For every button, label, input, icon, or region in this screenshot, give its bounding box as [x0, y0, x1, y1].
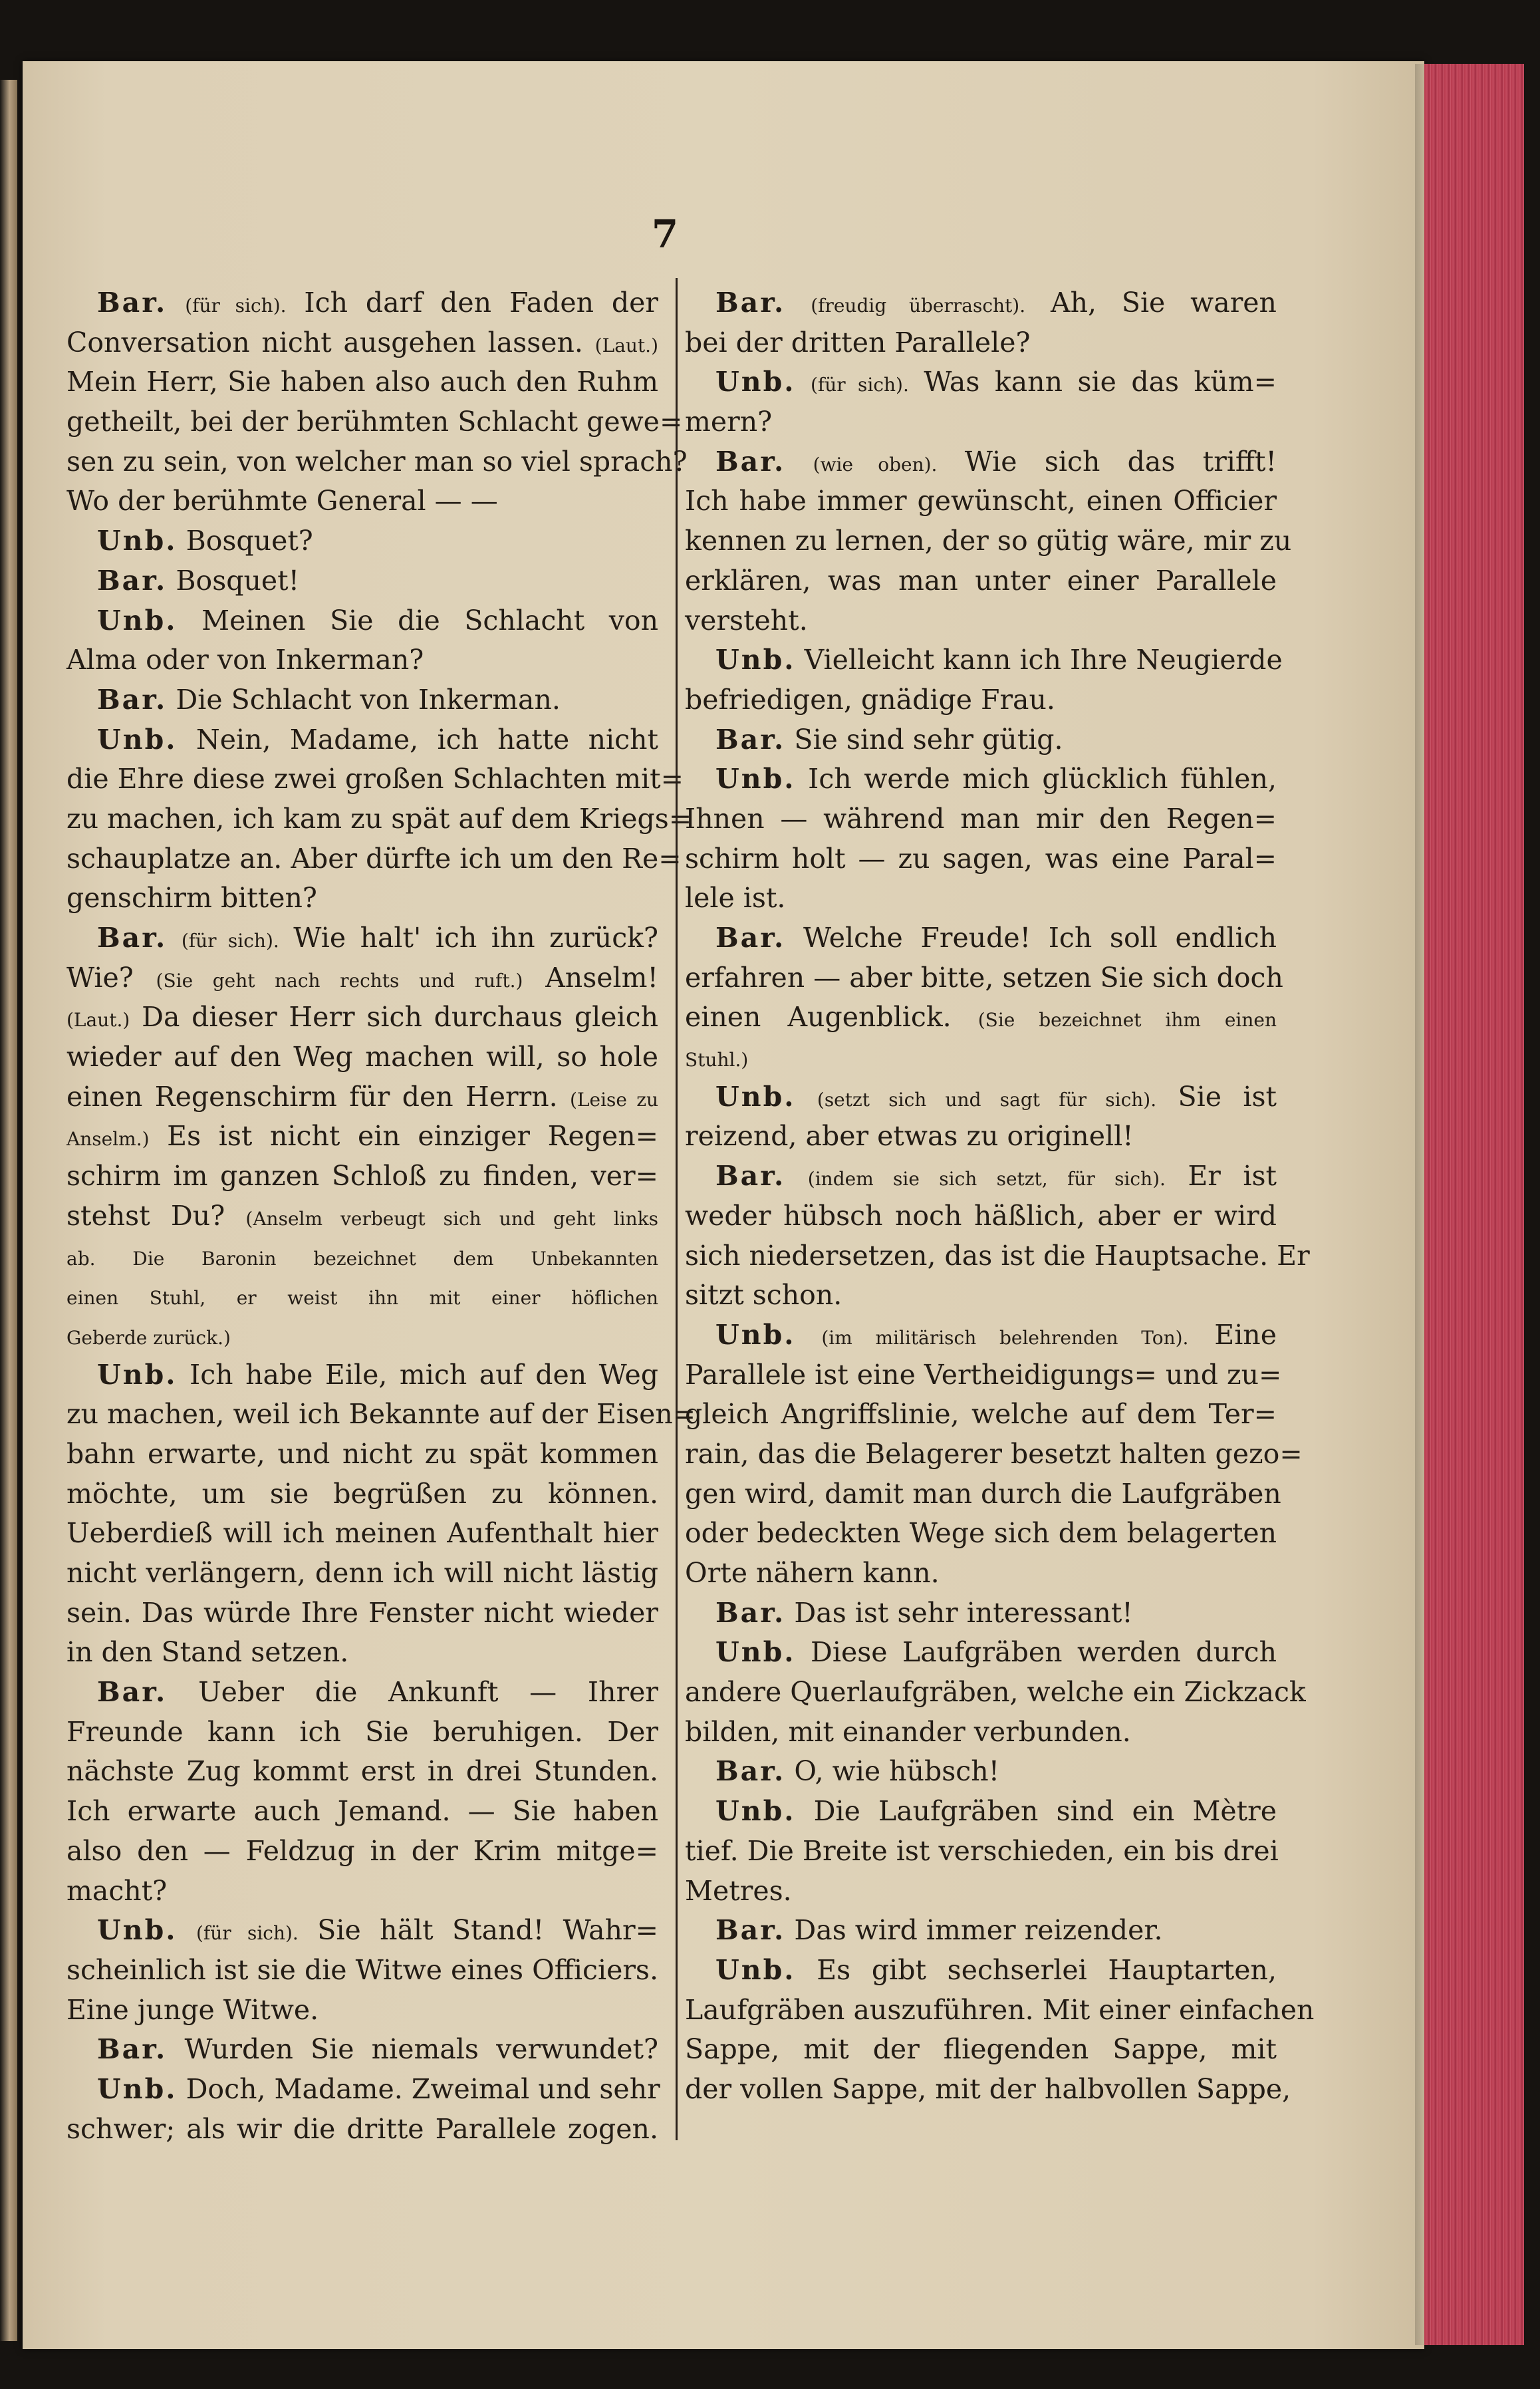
dialogue-text: stehst Du?	[66, 1199, 225, 1232]
dialogue-text: Alma oder von Inkerman?	[66, 644, 424, 676]
text-line	[66, 760, 684, 799]
speaker-name: Bar.	[715, 287, 786, 319]
stage-direction: (für sich).	[185, 295, 287, 317]
text-line	[685, 1236, 1310, 1276]
dialogue-text: Ueber die Ankunft — Ihrer	[198, 1676, 658, 1709]
stage-direction: einen Stuhl, er weist ihn mit einer höflichen	[66, 1287, 658, 1310]
speaker-name: Bar.	[715, 1596, 786, 1629]
speaker-name: Bar.	[715, 1755, 786, 1788]
stage-direction: (indem sie sich setzt, für sich).	[807, 1168, 1166, 1191]
text-line	[66, 1951, 658, 1991]
dialogue-text: Metres.	[685, 1874, 792, 1907]
dialogue-text: Wie?	[66, 961, 134, 994]
dialogue-text: nächste Zug kommt erst in drei Stunden.	[66, 1755, 658, 1788]
dialogue-text: Doch, Madame. Zweimal und sehr	[186, 2072, 660, 2105]
text-line	[66, 521, 658, 561]
text-line	[66, 1594, 658, 1633]
text-line	[66, 482, 658, 521]
text-line	[685, 402, 1277, 442]
dialogue-text: schwer; als wir die dritte Parallele zogen.	[66, 2112, 658, 2145]
text-line	[66, 1395, 696, 1435]
speaker-name: Unb.	[97, 723, 178, 756]
text-line	[685, 1872, 1277, 1911]
text-line	[685, 2070, 1291, 2110]
text-line	[685, 1911, 1277, 1951]
dialogue-text: Parallele ist eine Vertheidigungs= und zu=	[685, 1358, 1282, 1391]
dialogue-text: Das ist sehr interessant!	[794, 1596, 1133, 1629]
text-line	[685, 362, 1277, 402]
dialogue-text: Anselm!	[545, 961, 658, 994]
dialogue-text: tief. Die Breite ist verschieden, ein bis drei	[685, 1834, 1279, 1867]
text-line	[685, 323, 1277, 363]
dialogue-text: die Ehre diese zwei großen Schlachten mit=	[66, 763, 684, 795]
dialogue-text: Nein, Madame, ich hatte nicht	[195, 723, 658, 756]
speaker-name: Unb.	[715, 366, 796, 398]
speaker-name: Unb.	[97, 604, 178, 636]
text-line	[66, 2070, 658, 2110]
text-line	[66, 1435, 658, 1475]
text-line	[66, 680, 658, 720]
text-line	[66, 1713, 658, 1753]
dialogue-text: Sie sind sehr gütig.	[794, 723, 1063, 756]
dialogue-text: Ihnen — während man mir den Regen=	[685, 802, 1277, 835]
text-line	[685, 1792, 1277, 1832]
stage-direction: ab. Die Baronin bezeichnet dem Unbekannten	[66, 1247, 658, 1270]
dialogue-text: andere Querlaufgräben, welche ein Zickzack	[685, 1676, 1306, 1709]
text-line	[66, 402, 683, 442]
left-column	[66, 283, 696, 2149]
text-line	[685, 601, 1277, 641]
text-line	[685, 1276, 1277, 1316]
dialogue-text: erklären, was man unter einer Parallele	[685, 564, 1277, 597]
text-line	[685, 1713, 1277, 1753]
dialogue-text: Wo der berühmte General — —	[66, 485, 498, 517]
speaker-name: Bar.	[97, 564, 168, 597]
text-line	[66, 323, 658, 363]
text-line	[66, 283, 658, 323]
dialogue-text: Mein Herr, Sie haben also auch den Ruhm	[66, 366, 658, 398]
dialogue-text: Es ist nicht ein einziger Regen=	[167, 1120, 658, 1153]
text-line	[66, 1236, 658, 1276]
dialogue-text: Eine	[1214, 1318, 1277, 1351]
dialogue-text: Was kann sie das küm=	[924, 366, 1277, 398]
dialogue-text: einen Augenblick.	[685, 1001, 952, 1034]
dialogue-text: also den — Feldzug in der Krim mitge=	[66, 1834, 658, 1867]
dialogue-text: Wie halt' ich ihn zurück?	[293, 922, 658, 954]
dialogue-text: Bosquet?	[186, 525, 313, 557]
dialogue-text: schirm holt — zu sagen, was eine Paral=	[685, 842, 1277, 875]
speaker-name: Bar.	[715, 723, 786, 756]
text-line	[66, 1514, 658, 1554]
text-line	[66, 601, 658, 641]
dialogue-text: Sie ist	[1178, 1080, 1277, 1113]
stage-direction: (wie oben).	[813, 453, 938, 476]
text-line	[685, 1196, 1277, 1236]
text-line	[685, 1554, 1277, 1594]
dialogue-text: getheilt, bei der berühmten Schlacht gewe=	[66, 406, 683, 438]
text-line	[66, 1038, 658, 1077]
stage-direction: (im militärisch belehrenden Ton).	[821, 1326, 1189, 1349]
text-line	[66, 1316, 658, 1355]
dialogue-text: nicht verlängern, denn ich will nicht lästig	[66, 1557, 658, 1589]
dialogue-text: macht?	[66, 1874, 168, 1907]
dialogue-text: sitzt schon.	[685, 1279, 842, 1312]
text-line	[66, 1792, 658, 1832]
text-line	[66, 1077, 658, 1117]
speaker-name: Bar.	[97, 287, 168, 319]
dialogue-text: weder hübsch noch häßlich, aber er wird	[685, 1199, 1277, 1232]
speaker-name: Unb.	[715, 1795, 796, 1828]
text-line	[66, 958, 658, 998]
text-line	[685, 1514, 1277, 1554]
stage-direction: Geberde zurück.)	[66, 1326, 231, 1349]
dialogue-text: Ah, Sie waren	[1050, 287, 1277, 319]
text-line	[66, 720, 658, 760]
text-line	[66, 1117, 658, 1157]
text-line	[66, 442, 688, 482]
dialogue-text: gleich Angriffslinie, welche auf dem Ter=	[685, 1398, 1277, 1431]
dialogue-text: Das wird immer reizender.	[794, 1914, 1163, 1947]
dialogue-text: scheinlich ist sie die Witwe eines Officiers.	[66, 1953, 658, 1986]
adjacent-page-edge	[0, 80, 17, 2341]
dialogue-text: Ich habe Eile, mich auf den Weg	[190, 1358, 658, 1391]
text-line	[685, 680, 1277, 720]
text-line	[685, 640, 1283, 680]
speaker-name: Bar.	[97, 2033, 168, 2066]
text-line	[66, 1355, 658, 1395]
speaker-name: Unb.	[97, 525, 178, 557]
text-line	[66, 640, 658, 680]
text-line	[66, 1276, 658, 1316]
text-line	[685, 958, 1283, 998]
dialogue-text: bilden, mit einander verbunden.	[685, 1715, 1131, 1748]
dialogue-text: bahn erwarte, und nicht zu spät kommen	[66, 1437, 658, 1470]
text-line	[685, 283, 1277, 323]
stage-direction: (Sie geht nach rechts und ruft.)	[156, 969, 523, 992]
text-line	[685, 1355, 1282, 1395]
dialogue-text: Bosquet!	[176, 564, 300, 597]
text-line	[685, 521, 1292, 561]
stage-direction: (für sich).	[181, 930, 279, 952]
text-line	[66, 1196, 658, 1236]
text-line	[685, 482, 1277, 521]
speaker-name: Unb.	[97, 2072, 178, 2105]
stage-direction: Anselm.)	[66, 1128, 150, 1151]
text-line	[66, 2030, 658, 2070]
dialogue-text: Diese Laufgräben werden durch	[811, 1636, 1277, 1669]
dialogue-text: sich niedersetzen, das ist die Hauptsache. Er	[685, 1239, 1310, 1272]
text-line	[66, 1752, 658, 1792]
dialogue-text: Meinen Sie die Schlacht von	[201, 604, 658, 636]
dialogue-text: versteht.	[685, 604, 808, 636]
dialogue-text: schirm im ganzen Schloß zu finden, ver=	[66, 1160, 658, 1193]
text-line	[685, 442, 1277, 482]
dialogue-text: Wurden Sie niemals verwundet?	[184, 2033, 658, 2066]
dialogue-text: sein. Das würde Ihre Fenster nicht wieder	[66, 1596, 658, 1629]
dialogue-text: Es gibt sechserlei Hauptarten,	[817, 1953, 1277, 1986]
text-line	[66, 1872, 658, 1911]
text-line	[685, 1077, 1277, 1117]
speaker-name: Bar.	[97, 922, 168, 954]
text-line	[685, 760, 1277, 799]
dialogue-text: Orte nähern kann.	[685, 1557, 940, 1589]
text-line	[66, 1633, 658, 1673]
dialogue-text: Freunde kann ich Sie beruhigen. Der	[66, 1715, 658, 1748]
dialogue-text: mern?	[685, 406, 773, 438]
column-divider	[676, 278, 678, 2140]
speaker-name: Bar.	[97, 1676, 168, 1709]
speaker-name: Unb.	[715, 1636, 796, 1669]
dialogue-text: Ich erwarte auch Jemand. — Sie haben	[66, 1795, 658, 1828]
dialogue-text: Ueberdieß will ich meinen Aufenthalt hier	[66, 1517, 658, 1550]
speaker-name: Bar.	[715, 445, 786, 478]
dialogue-text: lele ist.	[685, 882, 786, 914]
speaker-name: Unb.	[97, 1914, 178, 1947]
dialogue-text: Ich werde mich glücklich fühlen,	[808, 763, 1277, 795]
text-line	[685, 1752, 1277, 1792]
dialogue-text: Die Schlacht von Inkerman.	[176, 683, 561, 716]
dialogue-text: zu machen, weil ich Bekannte auf der Eisen=	[66, 1398, 696, 1431]
text-line	[66, 1991, 658, 2031]
speaker-name: Bar.	[97, 683, 168, 716]
dialogue-text: Welche Freude! Ich soll endlich	[803, 922, 1277, 954]
dialogue-text: in den Stand setzen.	[66, 1636, 349, 1669]
dialogue-text: möchte, um sie begrüßen zu können.	[66, 1477, 658, 1510]
dialogue-text: Wie sich das trifft!	[964, 445, 1277, 478]
dialogue-text: sen zu sein, von welcher man so viel sprach?	[66, 445, 688, 478]
text-line	[685, 1594, 1277, 1633]
speaker-name: Bar.	[715, 1160, 786, 1193]
text-line	[66, 839, 682, 879]
text-line	[685, 1316, 1277, 1355]
stage-direction: (Laut.)	[66, 1009, 130, 1032]
stage-direction: (für sich).	[810, 374, 909, 396]
text-line	[66, 362, 658, 402]
dialogue-text: rain, das die Belagerer besetzt halten gezo=	[685, 1437, 1303, 1470]
dialogue-text: zu machen, ich kam zu spät auf dem Kriegs=	[66, 802, 692, 835]
text-line	[66, 918, 658, 958]
red-page-edges	[1424, 64, 1524, 2345]
speaker-name: Unb.	[715, 763, 796, 795]
speaker-name: Unb.	[715, 1080, 796, 1113]
dialogue-text: schauplatze an. Aber dürfte ich um den Re=	[66, 842, 682, 875]
dialogue-text: der vollen Sappe, mit der halbvollen Sappe,	[685, 2072, 1291, 2105]
text-line	[66, 879, 658, 918]
text-line	[685, 1951, 1277, 1991]
text-line	[685, 1991, 1315, 2031]
right-column	[685, 283, 1315, 2110]
speaker-name: Unb.	[715, 1953, 796, 1986]
dialogue-text: Vielleicht kann ich Ihre Neugierde	[804, 644, 1283, 676]
speaker-name: Unb.	[715, 1318, 796, 1351]
text-line	[685, 1395, 1277, 1435]
text-line	[66, 799, 692, 839]
text-line	[685, 1633, 1277, 1673]
text-line	[66, 1157, 658, 1196]
text-line	[685, 1673, 1306, 1713]
stage-direction: (setzt sich und sagt für sich).	[817, 1088, 1157, 1111]
text-line	[66, 1832, 658, 1872]
dialogue-text: kennen zu lernen, der so gütig wäre, mir zu	[685, 525, 1292, 557]
dialogue-text: Conversation nicht ausgehen lassen.	[66, 326, 583, 358]
dialogue-text: bei der dritten Parallele?	[685, 326, 1031, 358]
text-line	[685, 2030, 1277, 2070]
text-line	[685, 918, 1277, 958]
text-line	[66, 1475, 658, 1514]
text-line	[685, 1038, 1277, 1077]
text-line	[685, 879, 1277, 918]
text-line	[66, 998, 658, 1038]
dialogue-text: Sie hält Stand! Wahr=	[317, 1914, 658, 1947]
text-line	[685, 720, 1277, 760]
dialogue-text: reizend, aber etwas zu originell!	[685, 1120, 1134, 1153]
page-number: 7	[651, 211, 679, 257]
dialogue-text: Ich darf den Faden der	[304, 287, 658, 319]
dialogue-text: befriedigen, gnädige Frau.	[685, 683, 1055, 716]
stage-direction: Stuhl.)	[685, 1049, 749, 1071]
text-line	[66, 1911, 658, 1951]
stage-direction: (für sich).	[195, 1922, 299, 1945]
text-line	[685, 998, 1277, 1038]
text-line	[685, 561, 1277, 601]
stage-direction: (Laut.)	[594, 334, 658, 356]
dialogue-text: Laufgräben auszuführen. Mit einer einfachen	[685, 1993, 1315, 2026]
text-line	[66, 1554, 658, 1594]
speaker-name: Unb.	[715, 644, 796, 676]
speaker-name: Bar.	[715, 922, 786, 954]
dialogue-text: erfahren — aber bitte, setzen Sie sich doch	[685, 961, 1283, 994]
dialogue-text: Die Laufgräben sind ein Mètre	[813, 1795, 1277, 1828]
text-line	[685, 1435, 1303, 1475]
dialogue-text: genschirm bitten?	[66, 882, 317, 914]
dialogue-text: Eine junge Witwe.	[66, 1993, 319, 2026]
text-line	[685, 1475, 1281, 1514]
stage-direction: (freudig überrascht).	[811, 295, 1026, 317]
dialogue-text: gen wird, damit man durch die Laufgräben	[685, 1477, 1281, 1510]
dialogue-text: Da dieser Herr sich durchaus gleich	[142, 1001, 658, 1034]
stage-direction: (Sie bezeichnet ihm einen	[977, 1009, 1277, 1032]
dialogue-text: einen Regenschirm für den Herrn.	[66, 1080, 558, 1113]
speaker-name: Bar.	[715, 1914, 786, 1947]
dialogue-text: Sappe, mit der fliegenden Sappe, mit	[685, 2033, 1277, 2066]
text-line	[66, 2110, 658, 2150]
dialogue-text: Er ist	[1188, 1160, 1277, 1193]
text-line	[685, 1832, 1277, 1872]
text-line	[685, 1157, 1277, 1196]
stage-direction: (Leise zu	[570, 1088, 658, 1111]
dialogue-text: wieder auf den Weg machen will, so hole	[66, 1041, 658, 1073]
text-line	[685, 839, 1277, 879]
text-line	[66, 1673, 658, 1713]
text-line	[66, 561, 658, 601]
text-line	[685, 799, 1277, 839]
text-line	[685, 1117, 1277, 1157]
dialogue-text: Ich habe immer gewünscht, einen Officier	[685, 485, 1277, 517]
dialogue-text: O, wie hübsch!	[794, 1755, 1000, 1788]
speaker-name: Unb.	[97, 1358, 178, 1391]
dialogue-text: oder bedeckten Wege sich dem belagerten	[685, 1517, 1277, 1550]
stage-direction: (Anselm verbeugt sich und geht links	[245, 1207, 658, 1230]
